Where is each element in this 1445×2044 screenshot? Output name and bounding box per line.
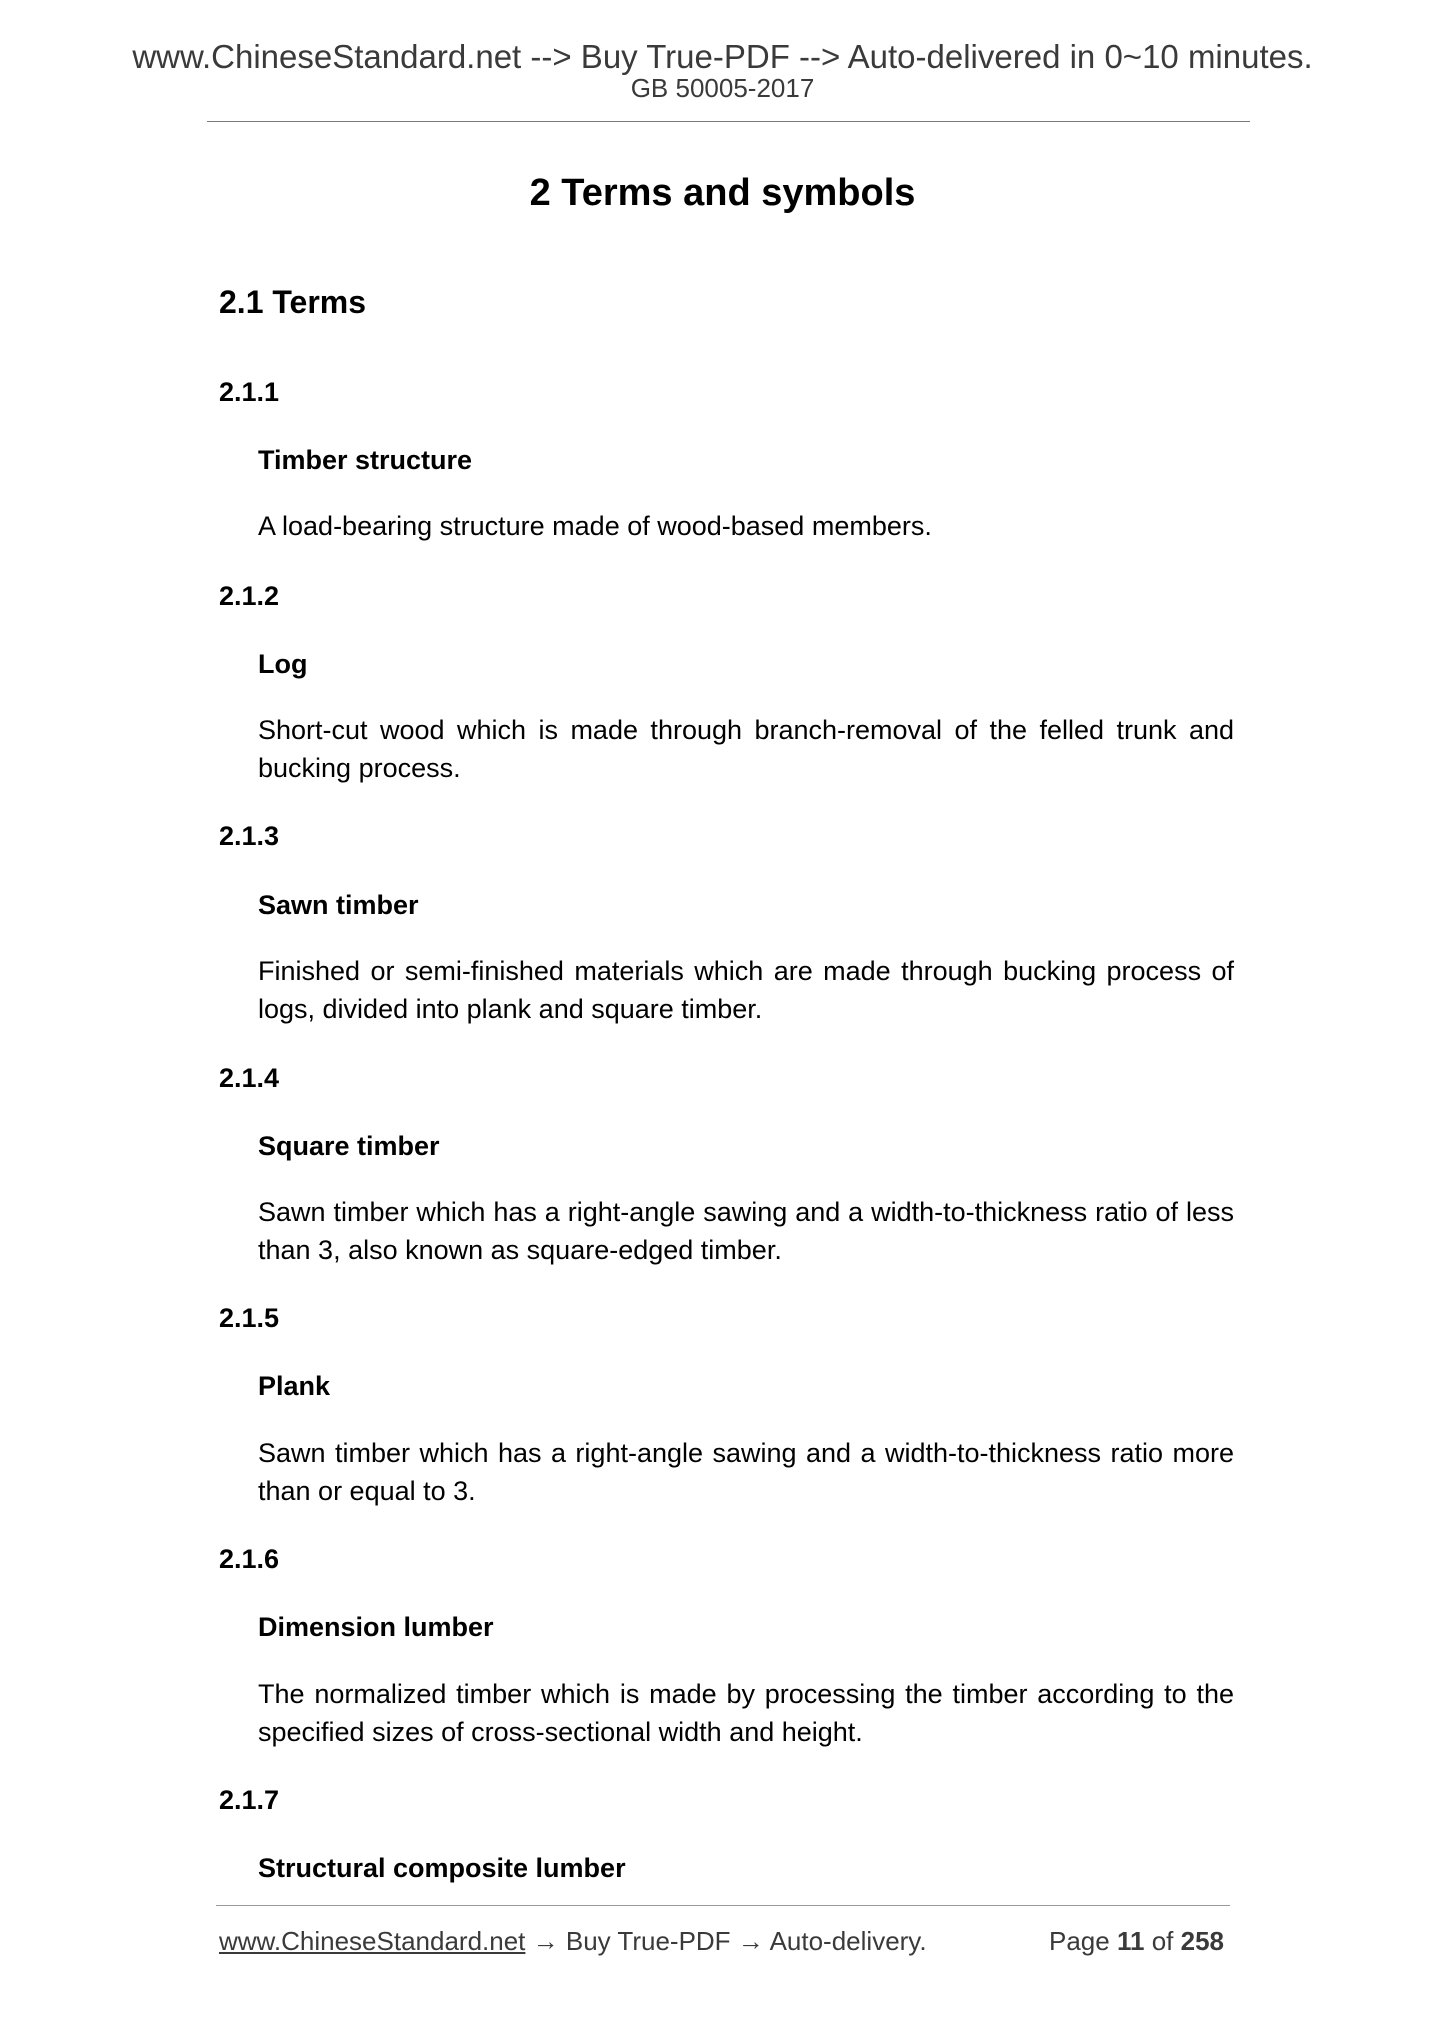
term-title: Timber structure — [258, 445, 473, 475]
page-number: 11 — [1116, 1926, 1145, 1956]
term-definition: Sawn timber which has a right-angle sawing and a width-to-thickness ratio more than or equal to 3. — [258, 1438, 1234, 1506]
footer-divider — [216, 1905, 1230, 1906]
term-definition: The normalized timber which is made by processing the timber according to the specified sizes of cross-sectional width and height. — [258, 1679, 1234, 1747]
page-indicator — [1049, 1925, 1224, 1957]
footer-site-link[interactable]: www.ChineseStandard.net — [219, 1926, 526, 1956]
clause-number: 2.1.5 — [219, 1303, 280, 1333]
standard-code: GB 50005-2017 — [630, 73, 815, 103]
header-divider — [207, 121, 1250, 122]
term-title: Log — [258, 649, 308, 679]
chapter-title: 2 Terms and symbols — [529, 172, 916, 214]
term-title: Sawn timber — [258, 890, 419, 920]
term-title: Structural composite lumber — [258, 1853, 626, 1883]
header-banner: www.ChineseStandard.net --> Buy True-PDF --> Auto-delivered in 0~10 minutes. — [132, 38, 1313, 75]
page-footer — [219, 1925, 1229, 1957]
footer-tagline: → Buy True-PDF → Auto-delivery. — [525, 1926, 927, 1956]
term-title: Plank — [258, 1371, 331, 1401]
term-title: Square timber — [258, 1131, 440, 1161]
clause-number: 2.1.2 — [219, 581, 280, 611]
clause-number: 2.1.6 — [219, 1544, 280, 1574]
clause-number: 2.1.4 — [219, 1063, 280, 1093]
term-definition: Finished or semi-finished materials which are made through bucking process of logs, divided into plank and square timber. — [258, 956, 1234, 1024]
of-label: of — [1151, 1926, 1174, 1956]
clause-number: 2.1.7 — [219, 1785, 280, 1815]
term-definition: Sawn timber which has a right-angle sawing and a width-to-thickness ratio of less than 3, also known as square-edged timber. — [258, 1197, 1234, 1265]
term-title: Dimension lumber — [258, 1612, 494, 1642]
term-definition: Short-cut wood which is made through branch-removal of the felled trunk and bucking process. — [258, 715, 1234, 783]
term-definition: A load-bearing structure made of wood-based members. — [258, 511, 932, 541]
clause-number: 2.1.3 — [219, 821, 280, 851]
section-title: 2.1 Terms — [219, 284, 367, 320]
clause-number: 2.1.1 — [219, 377, 280, 407]
page-label: Page — [1048, 1926, 1110, 1956]
total-pages: 258 — [1180, 1926, 1224, 1956]
